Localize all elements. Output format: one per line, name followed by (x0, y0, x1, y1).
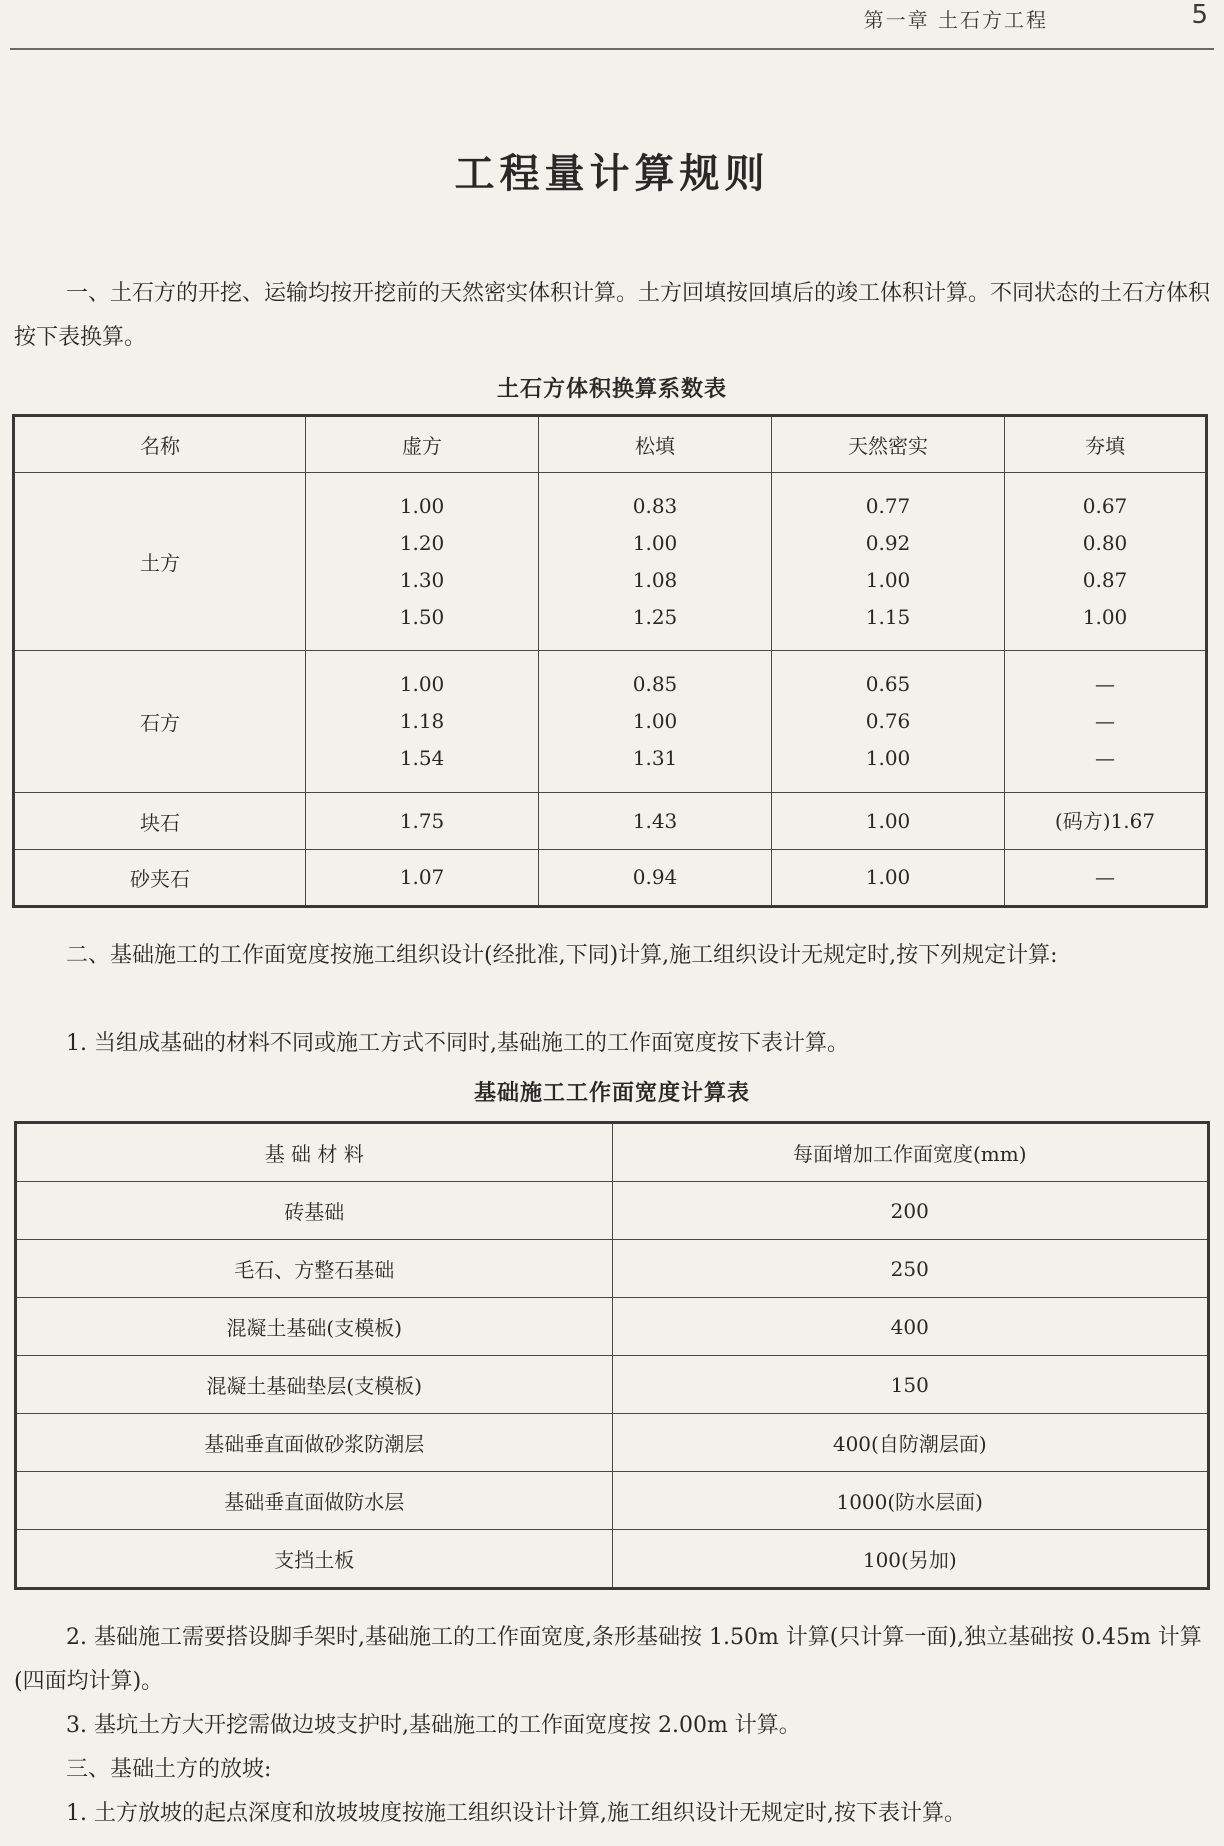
table1-value-cell (1005, 793, 1207, 850)
paragraph-3: 2. 基础施工需要搭设脚手架时,基础施工的工作面宽度,条形基础按 1.50m 计算(只计算一面),独立基础按 0.45m 计算(四面均计算)。 (14, 1625, 1202, 1694)
table1-value-cell (306, 651, 539, 793)
table2-body (16, 1182, 1209, 1589)
table2-row (16, 1182, 1209, 1240)
paragraph-1: 一、土石方的开挖、运输均按开挖前的天然密实体积计算。土方回填按回填后的竣工体积计算。不同状态的土石方体积按下表换算。 (14, 281, 1211, 350)
table1-row (14, 651, 1207, 793)
table2-width-cell: 400 (612, 1298, 1209, 1356)
paragraph-6: 1. 土方放坡的起点深度和放坡坡度按施工组织设计计算,施工组织设计无规定时,按下表计算。 (66, 1801, 966, 1826)
table2-width-cell: 250 (612, 1240, 1209, 1298)
table1-value-cell (306, 473, 539, 651)
work-face-width-table (14, 1121, 1210, 1590)
table1-value: (码方)1.67 (1054, 808, 1156, 833)
running-head: 第一章 土石方工程 (863, 8, 1048, 32)
table2-width-cell: 200 (612, 1182, 1209, 1240)
table1-value: 1.20 (399, 530, 445, 555)
table1-value: 1.00 (632, 530, 678, 555)
table1-value: 1.00 (399, 493, 445, 518)
table2-row (16, 1298, 1209, 1356)
table1-value: 1.08 (632, 567, 678, 592)
table1-value-cell (306, 850, 539, 907)
table2-header-cell: 每面增加工作面宽度(mm) (612, 1123, 1209, 1182)
table1-value: 0.67 (1082, 493, 1128, 518)
table1-value: — (1095, 709, 1115, 733)
table1-name-cell: 砂夹石 (14, 850, 306, 907)
table1-value: 1.25 (632, 604, 678, 629)
table1-row (14, 473, 1207, 651)
table2-width-cell: 1000(防水层面) (612, 1472, 1209, 1530)
table1-name-cell: 土方 (14, 473, 306, 651)
table1-header-row (14, 416, 1207, 473)
table1-value: 0.76 (865, 709, 911, 733)
table1-value: 1.18 (399, 709, 445, 733)
table1-name-cell: 块石 (14, 793, 306, 850)
table2-material-cell: 支挡土板 (16, 1530, 613, 1589)
table1-value-cell (772, 850, 1005, 907)
table2-width-cell: 100(另加) (612, 1530, 1209, 1589)
table1-value: 0.85 (632, 672, 678, 696)
table1-value: 0.87 (1082, 567, 1128, 592)
table1-value-cell (772, 793, 1005, 850)
table2-material-cell: 基础垂直面做砂浆防潮层 (16, 1414, 613, 1472)
table1-value: 1.15 (865, 604, 911, 629)
table1-body (14, 473, 1207, 907)
table1-value-cell (772, 651, 1005, 793)
table2-width-cell: 400(自防潮层面) (612, 1414, 1209, 1472)
table2-material-cell: 砖基础 (16, 1182, 613, 1240)
paragraph-2: 二、基础施工的工作面宽度按施工组织设计(经批准,下同)计算,施工组织设计无规定时,按下列规定计算: (66, 943, 1058, 968)
paragraph-4: 3. 基坑土方大开挖需做边坡支护时,基础施工的工作面宽度按 2.00m 计算。 (66, 1713, 801, 1738)
table1-value: — (1095, 865, 1115, 889)
table2-row (16, 1472, 1209, 1530)
table2-header-row (16, 1123, 1209, 1182)
table2-material-cell: 毛石、方整石基础 (16, 1240, 613, 1298)
table1-value: 1.75 (399, 808, 445, 833)
table1-row (14, 850, 1207, 907)
table1-value: 0.65 (865, 672, 911, 696)
table1-value-cell (306, 793, 539, 850)
table1-header-cell: 天然密实 (772, 416, 1005, 473)
table1-name-cell: 石方 (14, 651, 306, 793)
table1-value-cell (1005, 473, 1207, 651)
table1-value: 1.50 (399, 604, 445, 629)
table1-value: 0.94 (632, 865, 678, 889)
table1-value: 1.00 (865, 808, 911, 833)
table2-caption: 基础施工工作面宽度计算表 (473, 1081, 750, 1106)
page-header (10, 0, 1214, 50)
table1-value-cell (539, 793, 772, 850)
table2-row (16, 1530, 1209, 1589)
table1-value: 1.00 (1082, 604, 1128, 629)
table1-header-cell: 虚方 (306, 416, 539, 473)
table1-value: 1.00 (865, 567, 911, 592)
table1-caption: 土石方体积换算系数表 (496, 377, 727, 402)
paragraph-2-1: 1. 当组成基础的材料不同或施工方式不同时,基础施工的工作面宽度按下表计算。 (66, 1031, 849, 1056)
table1-header-cell: 夯填 (1005, 416, 1207, 473)
page-number: 5 (1191, 0, 1208, 30)
table1-value: — (1095, 672, 1115, 696)
table1-value-cell (539, 651, 772, 793)
page-title: 工程量计算规则 (454, 151, 770, 197)
table1-header-cell: 名称 (14, 416, 306, 473)
table1-value-cell (1005, 651, 1207, 793)
table1-header-cell: 松填 (539, 416, 772, 473)
volume-conversion-table (12, 414, 1208, 908)
table1-value: 1.00 (399, 672, 445, 696)
table1-value: 0.77 (865, 493, 911, 518)
table1-value: 1.43 (632, 808, 678, 833)
table1-value-cell (772, 473, 1005, 651)
table1-row (14, 793, 1207, 850)
table1-value-cell (539, 850, 772, 907)
table1-value: 0.92 (865, 530, 911, 555)
table1-value: 1.00 (632, 709, 678, 733)
table2-material-cell: 混凝土基础(支模板) (16, 1298, 613, 1356)
table1-value: 0.83 (632, 493, 678, 518)
table2-row (16, 1356, 1209, 1414)
table2-material-cell: 混凝土基础垫层(支模板) (16, 1356, 613, 1414)
table1-value-cell (1005, 850, 1207, 907)
table1-value: 1.30 (399, 567, 445, 592)
table1-value: 1.00 (865, 865, 911, 889)
table1-value-cell (539, 473, 772, 651)
table1-value: — (1095, 746, 1115, 770)
table2-header-cell: 基 础 材 料 (16, 1123, 613, 1182)
table2-row (16, 1240, 1209, 1298)
table2-row (16, 1414, 1209, 1472)
table1-value: 0.80 (1082, 530, 1128, 555)
table1-value: 1.00 (865, 746, 911, 770)
table2-material-cell: 基础垂直面做防水层 (16, 1472, 613, 1530)
table1-value: 1.31 (632, 746, 678, 770)
paragraph-5: 三、基础土方的放坡: (66, 1757, 272, 1782)
table2-width-cell: 150 (612, 1356, 1209, 1414)
table1-value: 1.07 (399, 865, 445, 889)
table1-value: 1.54 (399, 746, 445, 770)
